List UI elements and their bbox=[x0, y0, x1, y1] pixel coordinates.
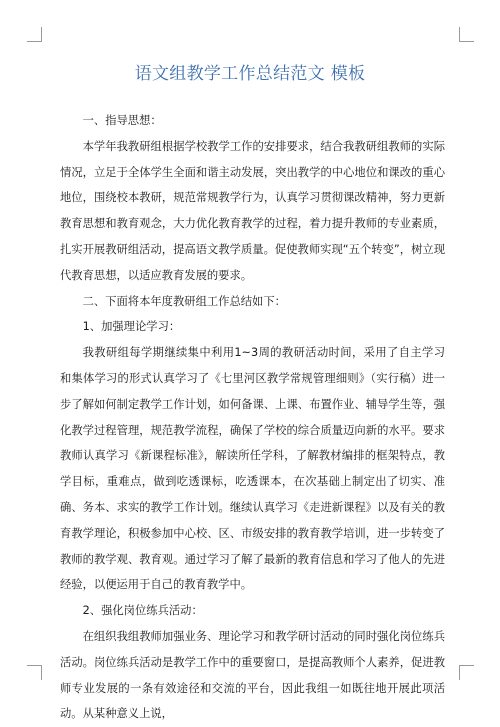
paragraph-guiding-thought: 本学年我教研组根据学校教学工作的安排要求，结合我教研组教师的实际情况，立足于全体学生全面和谐主动发展，突出教学的中心地位和课改的重心地位，围绕校本教研，规范常规教学行为，认真学习贯彻课改精神，努力更新教育思想和教育观念，大力优化教育教学的过程，着力提升教师的专业素质，扎实开展教研组活动，提高语文教学质量。促使教师实现“五个转变”，树立现代教育思想，以适应教育发展的要求。 bbox=[60, 139, 445, 282]
document-body bbox=[60, 108, 445, 727]
crop-mark-top-right bbox=[459, 27, 474, 42]
section-heading-summary: 二、下面将本年度教研组工作总结如下： bbox=[82, 294, 286, 308]
subheading-theory-study: 1、加强理论学习： bbox=[82, 320, 181, 334]
subheading-job-training: 2、强化岗位练兵活动： bbox=[82, 604, 203, 618]
crop-mark-top-left bbox=[27, 27, 42, 42]
paragraph-job-training: 在组织我组教师加强业务、理论学习和教学研讨活动的同时强化岗位练兵活动。岗位练兵活动是教学工作中的重要窗口，是提高教师个人素养，促进教师专业发展的一条有效途径和交流的平台，因此我组一如既往地开展此项活动。从某种意义上说， bbox=[60, 629, 445, 721]
document-title: 语文组教学工作总结范文 模板 bbox=[134, 64, 366, 84]
paragraph-theory-study: 我教研组每学期继续集中利用1~3周的教研活动时间，采用了自主学习和集体学习的形式认真学习了《七里河区教学常规管理细则》（实行稿）进一步了解如何制定教学工作计划，如何备课、上课、布置作业、辅导学生等，强化教学过程管理，规范教学流程，确保了学校的综合质量迈向新的水平。要求教师认真学习《新课程标准》，解读所任学科，了解教材编排的框架特点，教学目标，重难点，做到吃透课标，吃透课本，在次基础上制定出了切实、准确、务本、求实的教学工作计划。继续认真学习《走进新课程》以及有关的教育教学理论，积极参加中心校、区、市级安排的教育教学培训，进一步转变了教师的教学观、教育观。通过学习了解了最新的教育信息和学习了他人的先进经验，以便运用于自己的教育教学中。 bbox=[60, 346, 445, 592]
crop-mark-bottom-right bbox=[459, 665, 474, 680]
section-heading-guiding-thought: 一、指导思想： bbox=[82, 114, 162, 127]
crop-mark-bottom-left bbox=[27, 665, 42, 680]
